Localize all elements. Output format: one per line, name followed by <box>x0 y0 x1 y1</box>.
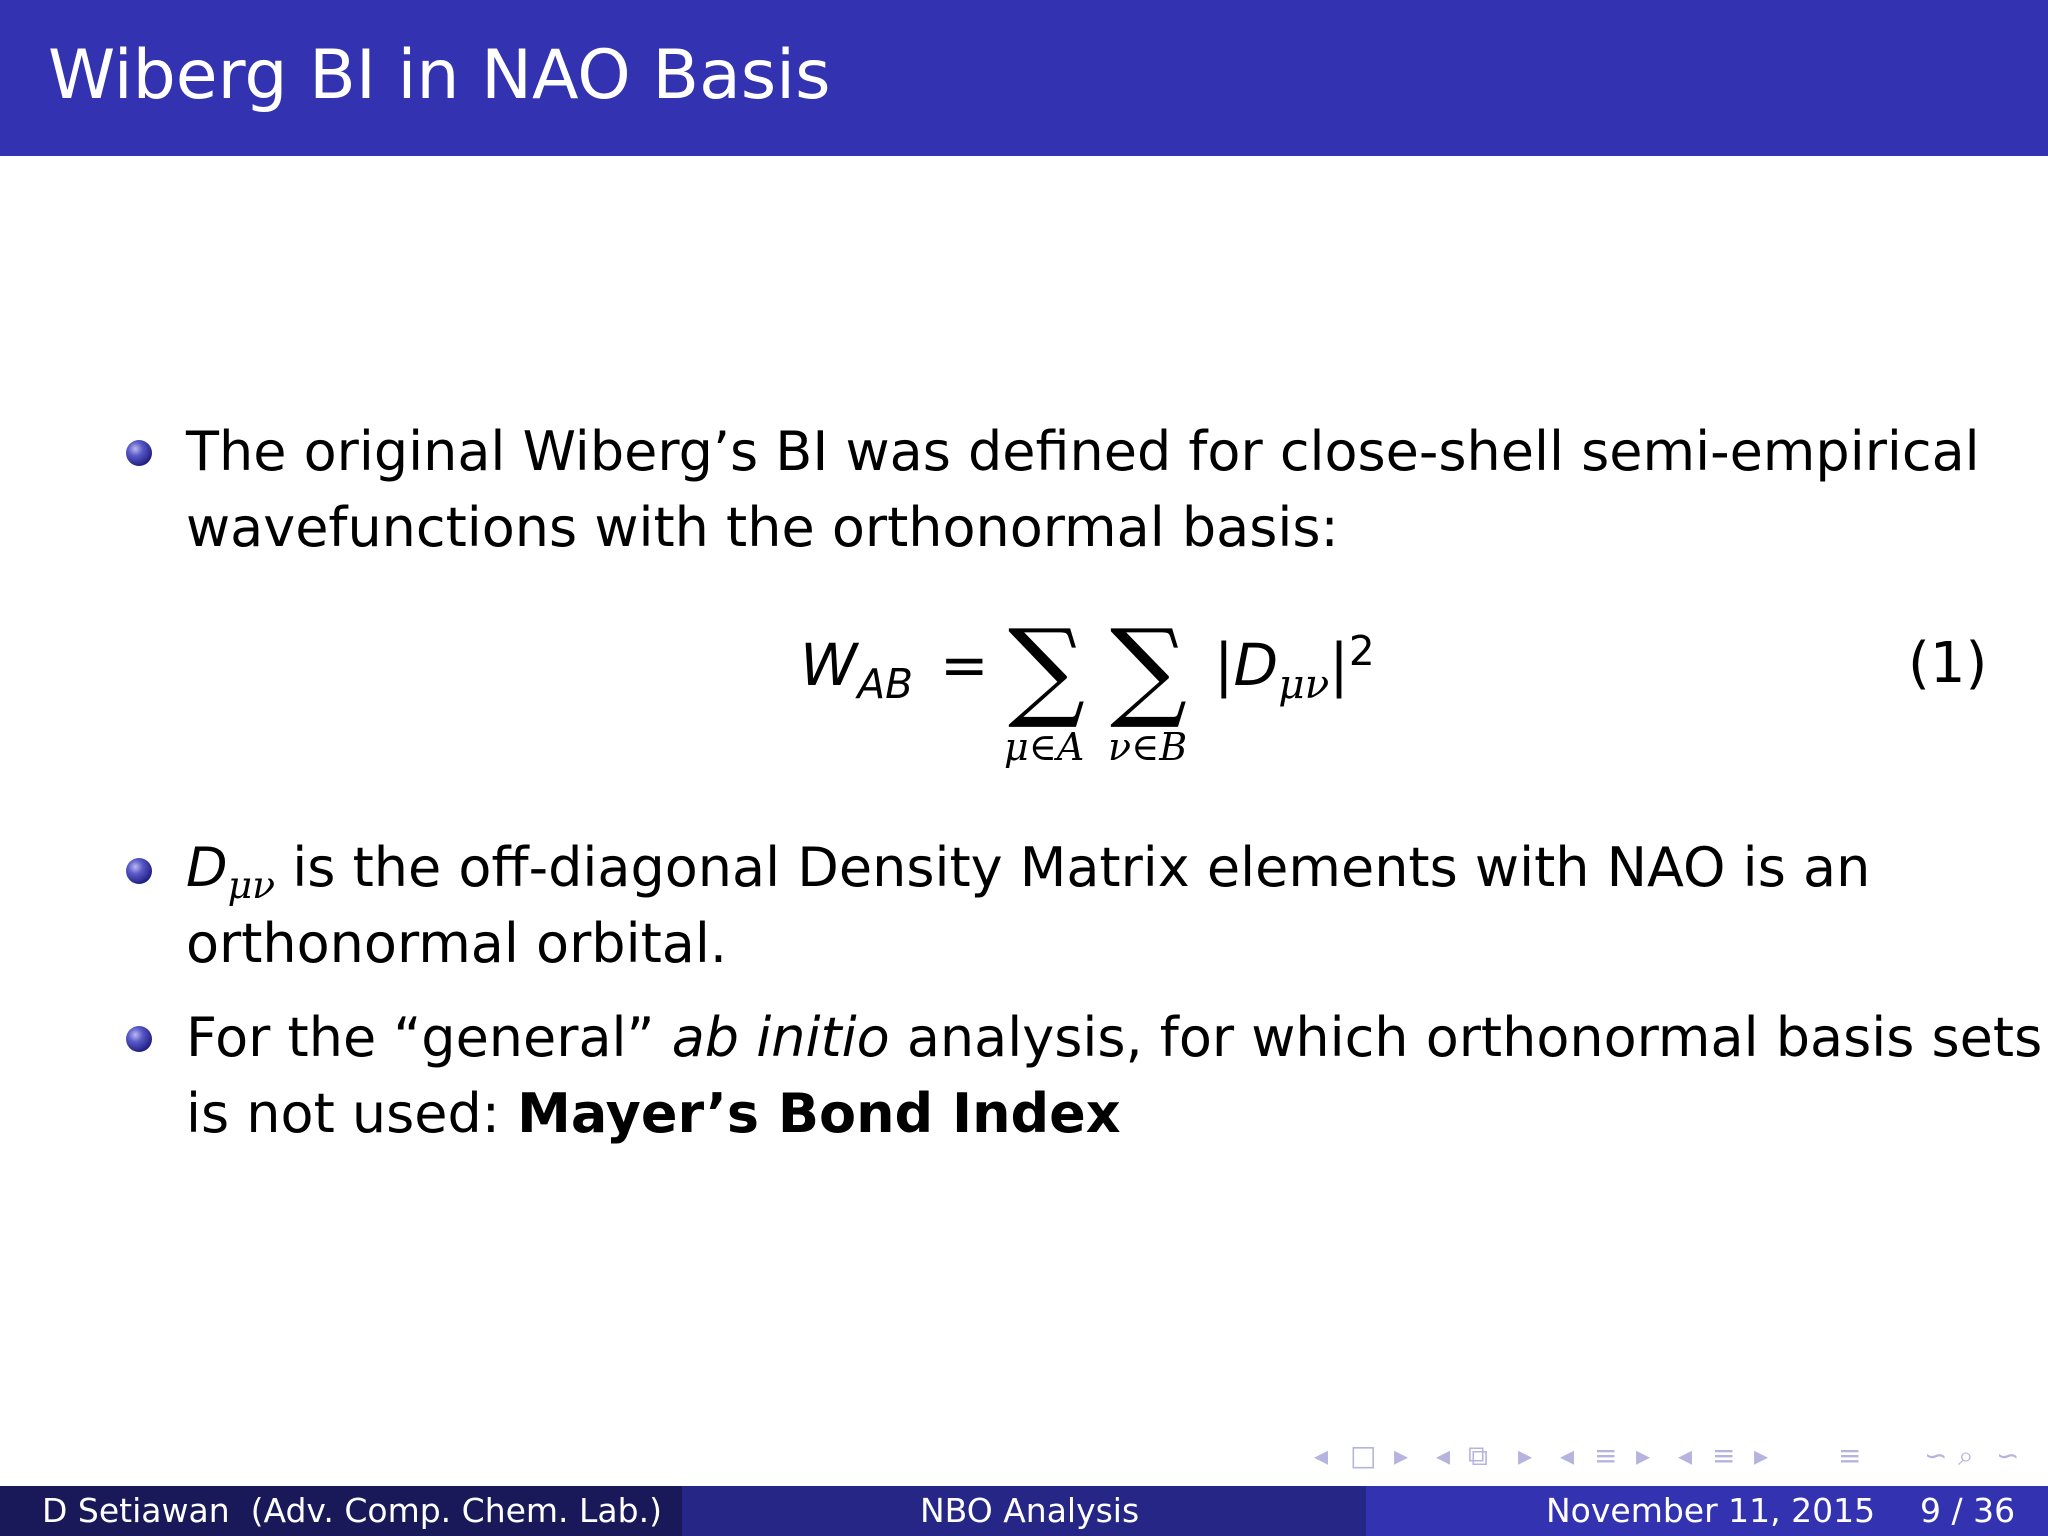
section-icon[interactable]: ≡ <box>1594 1439 1618 1472</box>
footer-author: D Setiawan (Adv. Comp. Chem. Lab.) <box>42 1491 662 1530</box>
frame-icon[interactable]: □ <box>1350 1439 1377 1472</box>
bullet-2-text: is the off-diagonal Density Matrix elements with NAO is an <box>275 836 1871 899</box>
density-subscript: μν <box>227 863 276 908</box>
title-bar <box>0 0 2048 156</box>
document-prev-icon[interactable]: ◂ <box>1678 1439 1693 1472</box>
frame-next-icon[interactable]: ▸ <box>1394 1439 1409 1472</box>
footer-title-panel <box>682 1486 1366 1536</box>
summation-sign-1: ∑ <box>1008 607 1086 732</box>
equation-exponent: 2 <box>1348 626 1375 675</box>
abs-close: | <box>1329 631 1349 699</box>
equation-number: (1) <box>1908 631 1988 696</box>
bullet-3-line-1 <box>186 1000 2042 1076</box>
section-prev-icon[interactable]: ◂ <box>1560 1439 1575 1472</box>
document-icon[interactable]: ≡ <box>1712 1439 1736 1472</box>
equation-lhs-subscript: AB <box>857 659 913 708</box>
density-symbol: D <box>186 836 228 899</box>
summation-sign-2: ∑ <box>1110 607 1188 732</box>
zoom-search-icon[interactable]: ⌕ <box>1958 1439 1974 1472</box>
footer-author-panel <box>0 1486 682 1536</box>
bullet-marker-2 <box>126 858 152 884</box>
equation-wiberg-bond-index <box>0 600 2048 780</box>
equation-lhs-symbol: W <box>800 631 858 699</box>
summation-index-2: ν∈B <box>1108 725 1188 769</box>
bullet-3-line-2 <box>186 1076 1121 1152</box>
equation-equals: = <box>940 631 989 699</box>
subsection-icon[interactable]: ⧉ <box>1468 1439 1488 1472</box>
bullet-2-line-1 <box>186 830 1870 906</box>
bullet-1-line-2: wavefunctions with the orthonormal basis: <box>186 496 1339 559</box>
equation-term-subscript: μν <box>1278 659 1330 708</box>
bullet-2-line-2: orthonormal orbital. <box>186 912 728 975</box>
appendix-icon[interactable]: ≡ <box>1838 1439 1862 1472</box>
footer-date: November 11, 2015 <box>1546 1491 1876 1530</box>
bullet-3-text-a: For the “general” <box>186 1006 672 1069</box>
footer <box>0 1486 2048 1536</box>
section-next-icon[interactable]: ▸ <box>1636 1439 1651 1472</box>
footer-date-panel <box>1366 1486 2048 1536</box>
forward-search-icon[interactable]: ∽ <box>1996 1439 2020 1472</box>
subsection-prev-icon[interactable]: ◂ <box>1436 1439 1451 1472</box>
bullet-3-text-c: is not used: <box>186 1082 518 1145</box>
equation-lhs <box>800 631 913 708</box>
footer-short-title: NBO Analysis <box>920 1491 1140 1530</box>
subsection-next-icon[interactable]: ▸ <box>1518 1439 1533 1472</box>
frame-prev-icon[interactable]: ◂ <box>1314 1439 1329 1472</box>
mayer-bond-index-label: Mayer’s Bond Index <box>517 1082 1121 1145</box>
bullet-marker-3 <box>126 1026 152 1052</box>
bullet-3-italic: ab initio <box>671 1006 890 1069</box>
bullet-marker-1 <box>126 440 152 466</box>
abs-open: | <box>1214 631 1234 699</box>
bullet-1-line-1: The original Wiberg’s BI was defined for close-shell semi-empirical <box>186 420 1980 483</box>
equation-term <box>1214 626 1375 708</box>
bullet-3-text-b: analysis, for which orthonormal basis sets <box>889 1006 2043 1069</box>
equation-term-symbol: D <box>1233 631 1279 699</box>
document-next-icon[interactable]: ▸ <box>1754 1439 1769 1472</box>
summation-index-1: μ∈A <box>1004 725 1085 769</box>
back-search-icon[interactable]: ∽ <box>1924 1439 1948 1472</box>
footer-page-number: 9 / 36 <box>1920 1491 2016 1530</box>
slide-title: Wiberg BI in NAO Basis <box>48 36 831 115</box>
